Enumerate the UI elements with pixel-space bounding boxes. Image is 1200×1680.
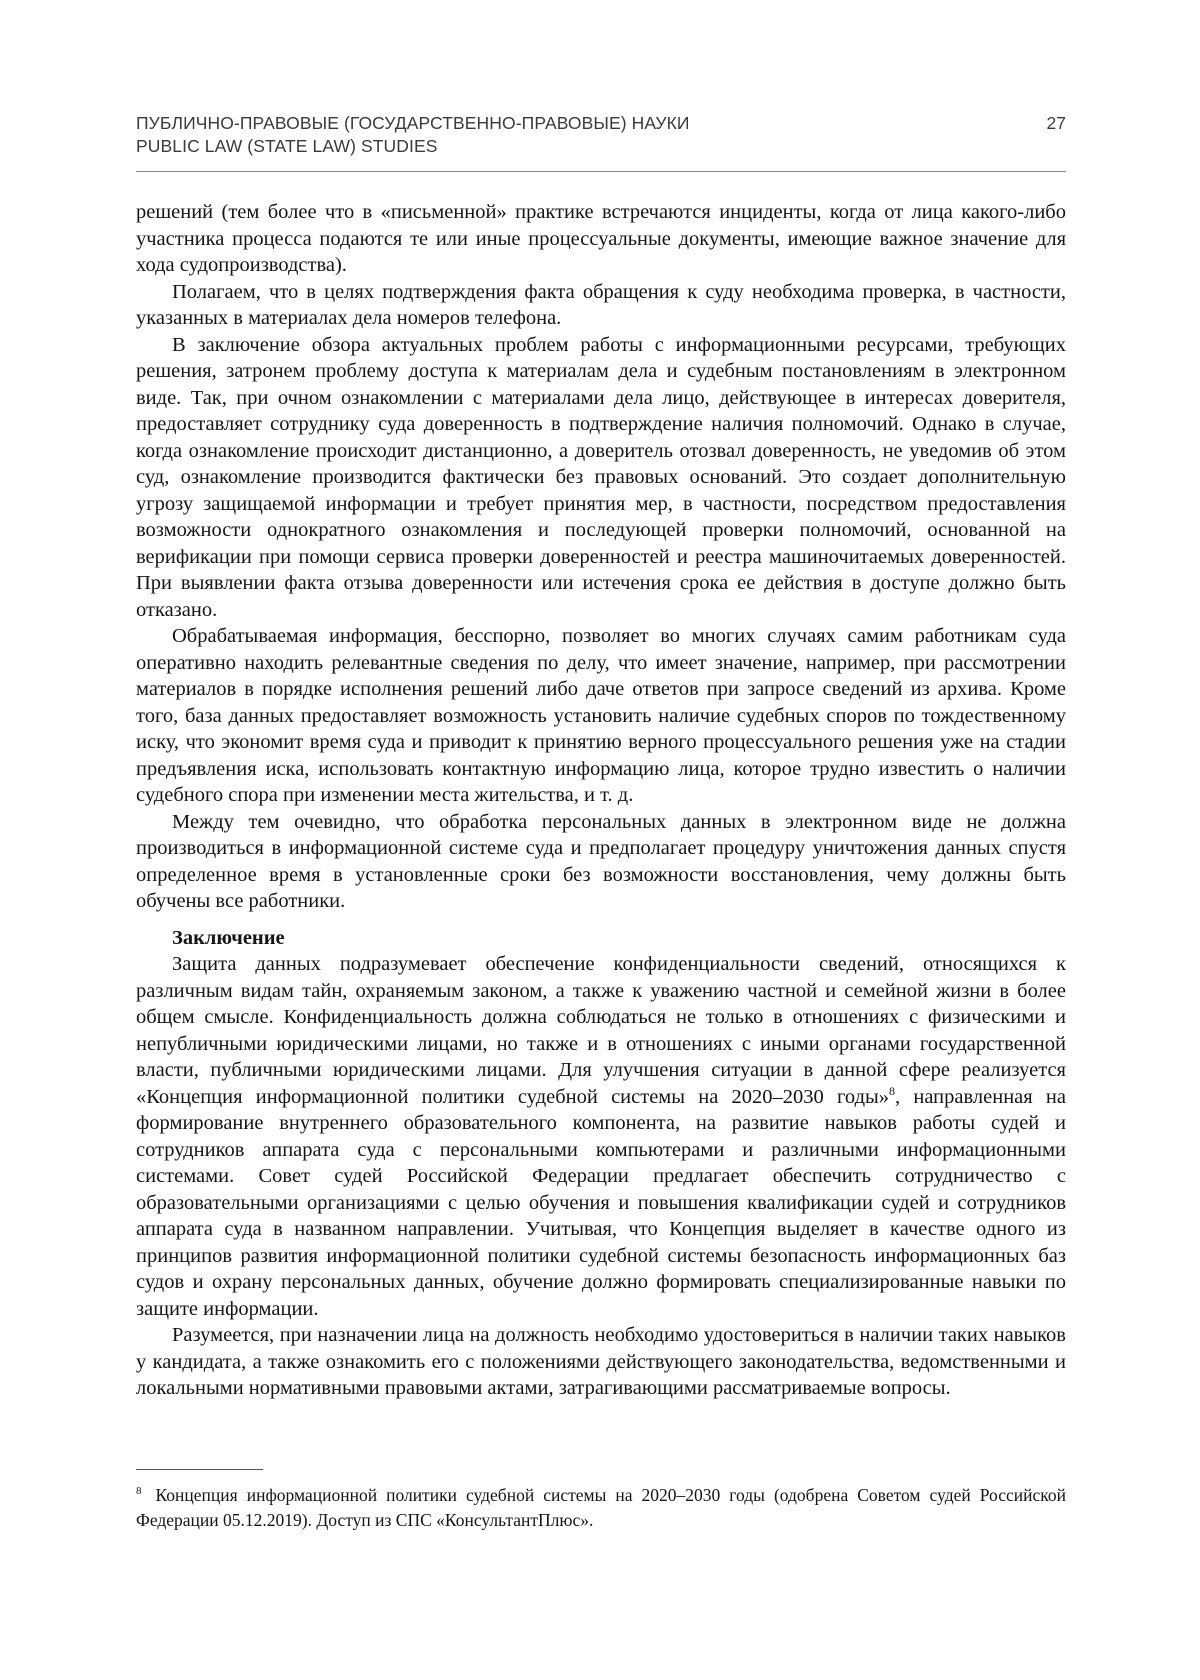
- article-body: [136, 199, 1066, 1402]
- footnote-text: Концепция информационной политики судебной системы на 2020–2030 годы (одобрена Советом судей Российской Федерации 05.12.2019). Доступ из СПС «КонсультантПлюс».: [136, 1485, 1066, 1530]
- paragraph: Полагаем, что в целях подтверждения факта обращения к суду необходима проверка, в частности, указанных в материалах дела номеров телефона.: [136, 280, 1066, 329]
- paragraph: Между тем очевидно, что обработка персональных данных в электронном виде не должна производиться в информационной системе суда и предполагает процедуру уничтожения данных спустя определенное время в установленные сроки без возможности восстановления, чему должны быть обучены все работники.: [136, 810, 1066, 912]
- page-number: 27: [1046, 113, 1066, 133]
- paragraph: В заключение обзора актуальных проблем работы с информационными ресурсами, требующих решения, затронем проблему доступа к материалам дела и судебным постановлениям в электронном виде. Так, при очном ознакомлении с материалами дела лицо, действующее в интересах доверителя, предоставляет сотруднику суда доверенность в подтверждение наличия полномочий. Однако в случае, когда ознакомление происходит дистанционно, а доверитель отозвал доверенность, не уведомив об этом суд, ознакомление производится фактически без правовых оснований. Это создает дополнительную угрозу защищаемой информации и требует принятия мер, в частности, посредством предоставления возможности однократного ознакомления и последующей проверки полномочий, основанной на верификации при помощи сервиса проверки доверенностей и реестра машиночитаемых доверенностей. При выявлении факта отзыва доверенности или истечения срока ее действия в доступе должно быть отказано.: [136, 333, 1066, 621]
- footnote: [136, 1483, 1066, 1533]
- footnote-divider: [136, 1469, 263, 1470]
- journal-title-en: PUBLIC LAW (STATE LAW) STUDIES: [136, 136, 438, 156]
- conclusion-paragraph: [136, 951, 1066, 1322]
- conclusion-paragraph: Разумеется, при назначении лица на должность необходимо удостовериться в наличии таких навыков у кандидата, а также ознакомить его с положениями действующего законодательства, ведомственными и локальными нормативными правовыми актами, затрагивающими рассматриваемые вопросы.: [136, 1324, 1066, 1399]
- paragraph: Обрабатываемая информация, бесспорно, позволяет во многих случаях самим работникам суда оперативно находить релевантные сведения по делу, что имеет значение, например, при рассмотрении материалов в порядке исполнения решений либо даче ответов при запросе сведений из архива. Кроме того, база данных предоставляет возможность установить наличие судебных споров по тождественному иску, что экономит время суда и приводит к принятию верного процессуального решения уже на стадии предъявления иска, использовать контактную информацию лица, которое трудно известить о наличии судебного спора при изменении места жительства, и т. д.: [136, 625, 1066, 806]
- journal-title-ru: ПУБЛИЧНО-ПРАВОВЫЕ (ГОСУДАРСТВЕННО-ПРАВОВЫЕ) НАУКИ: [136, 113, 690, 133]
- header-divider: [136, 171, 1066, 172]
- section-heading-conclusion: Заключение: [172, 926, 285, 949]
- footnote-number: 8: [136, 1485, 142, 1498]
- paragraph-continuation: решений (тем более что в «письменной» практике встречаются инциденты, когда от лица какого-либо участника процесса подаются те или иные процессуальные документы, имеющие важное значение для хода судопроизводства).: [136, 201, 1066, 276]
- conclusion-text-part: Защита данных подразумевает обеспечение конфиденциальности сведений, относящихся к различным видам тайн, охраняемым законом, а также к уважению частной и семейной жизни в более общем смысле. Конфиденциальность должна соблюдаться не только в отношениях с физическими и непубличными юридическими лицами, но также и в отношениях с иными органами государственной власти, публичными юридическими лицами. Для улучшения ситуации в данной сфере реализуется «Концепция информационной политики судебной системы на 2020–2030 годы»: [136, 953, 1066, 1108]
- footnote-reference[interactable]: 8: [889, 1083, 896, 1098]
- conclusion-text-part: , направленная на формирование внутреннего образовательного компонента, на развитие навыков работы судей и сотрудников аппарата суда с персональными компьютерами и различными информационными системами. Совет судей Российской Федерации предлагает обеспечить сотрудничество с образовательными организациями с целью обучения и повышения квалификации судей и сотрудников аппарата суда в названном направлении. Учитывая, что Концепция выделяет в качестве одного из принципов развития информационной политики судебной системы безопасность информационных баз судов и охрану персональных данных, обучение должно формировать специализированные навыки по защите информации.: [136, 1085, 1066, 1320]
- running-head: [136, 112, 1066, 158]
